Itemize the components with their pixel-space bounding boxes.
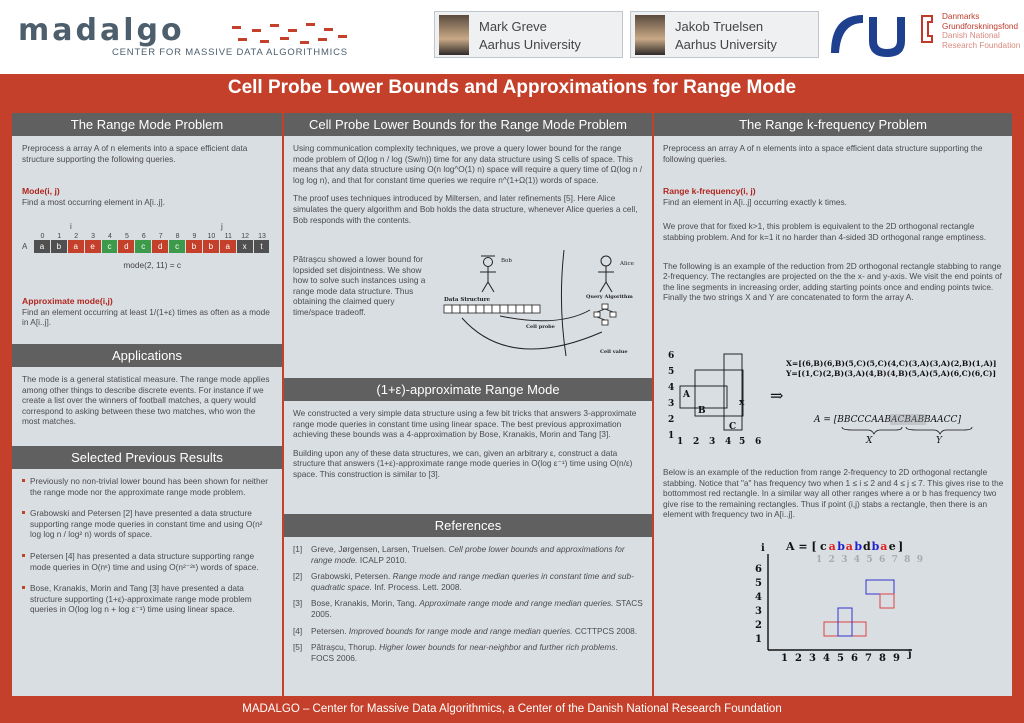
dnrf-line: Grundforskningsfond (942, 21, 1019, 31)
y-brace (906, 427, 972, 434)
memory-cell (516, 305, 524, 313)
query-tree-icon (594, 304, 616, 325)
x-tick: 1 (781, 653, 788, 664)
poster-title: Cell Probe Lower Bounds and Approximations for Range Mode (227, 77, 797, 98)
approx-heading: (1+ε)-approximate Range Mode (284, 378, 652, 401)
mode-description: Find a most occurring element in A[i..j]. (22, 196, 165, 207)
reduction-figure (662, 348, 1007, 448)
array-letter: a (845, 540, 853, 553)
array-index: 10 (207, 233, 216, 240)
memory-cell (532, 305, 540, 313)
memory-cell (484, 305, 492, 313)
logo-dashes-icon (230, 20, 350, 50)
author-name: Mark Greve (479, 19, 547, 34)
array-index-row: 1 2 3 4 5 6 7 8 9 (816, 555, 925, 565)
array-index: 5 (124, 233, 129, 240)
k-frequency-heading: The Range k-frequency Problem (654, 113, 1012, 136)
array-cell: e (85, 240, 102, 253)
rect-label: B (698, 406, 706, 416)
array-index: 3 (91, 233, 96, 240)
k-frequency-section (663, 143, 1003, 311)
array-index: 0 (40, 233, 45, 240)
reduction-paragraph: The following is an example of the reduction from 2D orthogonal rectangle stabbing to range 2-frequency. The rectangles are projected on the the x- and y-axis. We visit the end points of the line segments in increasing order, adding starting points once and ending points twice. Finally the two strings X and Y are concatenated to form the array A. (663, 260, 1002, 303)
reference-item (293, 642, 643, 663)
array-cell: b (51, 240, 68, 253)
approx-mode-description: Find an element occurring at least 1/(1+ε) times as often as a mode in A[i..j]. (22, 306, 270, 328)
array-index: 11 (224, 233, 232, 240)
fig2-x-ticks (781, 653, 900, 664)
x-tick: 2 (693, 437, 700, 447)
reference-item (293, 571, 643, 592)
data-structure-label: Data Structure (444, 297, 491, 303)
array-index: 6 (141, 233, 146, 240)
y-string: Y=[(1,C)(2,B)(3,A)(4,B)(4,B)(5,A)(5,A)(6,C)(6,C)] (786, 369, 997, 378)
rect-label: C (729, 422, 737, 432)
reference-authors: Grabowski, Petersen. (311, 571, 391, 582)
array-cell: b (186, 240, 203, 253)
red-rectangle (824, 622, 866, 636)
j-axis-label: j (908, 649, 912, 660)
memory-cell (508, 305, 516, 313)
mode-label: Mode(i, j) (22, 186, 60, 197)
reference-authors: Petersen. (311, 625, 347, 636)
footer: MADALGO – Center for Massive Data Algorithmics, a Center of the Danish National Research Foundation (0, 696, 1024, 723)
array-cell: d (152, 240, 169, 253)
alice-figure-icon (598, 256, 614, 292)
range-mode-intro: Preprocess a array A of n elements into a space efficient data structure supporting the following queries. (22, 143, 248, 164)
array-index: 7 (158, 233, 163, 240)
reference-number: [1] (293, 544, 303, 554)
divider-line (561, 250, 566, 356)
array-letter: b (837, 540, 845, 553)
array-label: A (22, 242, 28, 251)
array-cell: t (254, 240, 271, 253)
k-frequency-intro: Preprocess an array A of n elements into a space efficient data structure supporting the following queries. (663, 143, 983, 164)
x-tick: 4 (823, 653, 830, 664)
list-item: Previously no non-trivial lower bound has been shown for neither the range mode nor the approximate range mode problem. (22, 476, 274, 497)
x-tick: 7 (865, 653, 872, 664)
y-tick: 3 (755, 606, 762, 617)
reference-item (293, 544, 643, 565)
x-tick: 2 (795, 653, 802, 664)
fig1-y-ticks (668, 351, 674, 441)
reference-title: Approximate range mode and range median queries. (419, 598, 614, 609)
array-cell: d (118, 240, 135, 253)
reference-title: Higher lower bounds for near-neighbor and further rich problems. (379, 642, 618, 653)
bob-figure-icon (480, 256, 496, 292)
query-algorithm-label: Query Algorithm (586, 294, 633, 300)
communication-diagram (440, 244, 650, 360)
dnrf-line: Research Foundation (942, 40, 1021, 50)
array-letter: a (828, 540, 836, 553)
array-index: 13 (258, 233, 266, 240)
x-tick: 1 (677, 437, 684, 447)
reference-title: Improved bounds for range mode and range median queries. (348, 625, 573, 636)
list-item: Petersen [4] has presented a data structure supporting range mode queries in O(nᵋ) time and using O(n²⁻²ᵋ) words of space. (22, 551, 274, 572)
fig2-y-ticks (755, 564, 762, 645)
author-photo (635, 15, 665, 55)
x-tick: 4 (725, 437, 732, 447)
array-cells (34, 240, 270, 253)
lower-bounds-heading: Cell Probe Lower Bounds for the Range Mode Problem (284, 113, 652, 136)
memory-cell (444, 305, 452, 313)
author-card-2 (630, 11, 819, 58)
y-tick: 6 (755, 564, 762, 575)
reference-number: [3] (293, 598, 303, 609)
reference-venue: CCTTPCS 2008. (574, 625, 638, 636)
array-cell: a (68, 240, 85, 253)
array-cell: c (169, 240, 186, 253)
y-tick: 4 (668, 383, 675, 393)
array-cell: c (102, 240, 119, 253)
logo-word: madalgo (18, 13, 185, 48)
references-heading: References (284, 514, 652, 537)
frame-right (1012, 102, 1024, 696)
y-tick: 6 (668, 351, 675, 361)
dnrf-line: Danmarks (942, 12, 980, 21)
array-letter: d (863, 540, 871, 553)
x-string: X=[(6,B)(6,B)(5,C)(5,C)(4,C)(3,A)(3,A)(2,B)(1,A)] (786, 359, 997, 368)
reference-venue: STACS 2005. (311, 598, 643, 619)
reference-venue: FOCS 2006. (311, 652, 358, 663)
reference-item (293, 626, 643, 637)
range-mode-section (22, 143, 276, 215)
y-tick: 2 (755, 620, 762, 631)
applications-heading: Applications (12, 344, 282, 367)
array-suffix: ] (898, 540, 904, 553)
y-tick: 2 (668, 415, 675, 425)
memory-cell (476, 305, 484, 313)
memory-cell (452, 305, 460, 313)
y-tick: 5 (668, 367, 675, 377)
cell-probe-label: Cell probe (526, 324, 555, 330)
reverse-reduction-paragraph: Below is an example of the reduction from range 2-frequency to 2D orthogonal rectangle stabbing. Notice that "a" has frequency two when 1 ≤ i ≤ 2 and 4 ≤ j ≤ 7. This gives rise to the bottommost red rectangle. In a similar way all other ranges where a or b has frequency two give rise to the remaining rectangles. Thus if point (i,j) stabs a rectangle, then there is an element with frequency two in A[i..j]. (663, 467, 1004, 520)
array-letters (820, 540, 896, 553)
previous-results-list (22, 476, 274, 626)
array-index: 1 (57, 233, 62, 240)
top-frame (0, 102, 1024, 113)
mode-example: mode(2, 11) = c (123, 260, 182, 270)
madalgo-logo (18, 13, 348, 64)
red-rectangle (880, 594, 894, 608)
reference-venue: Inf. Process. Lett. 2008. (374, 581, 462, 592)
array-letter: b (871, 540, 880, 553)
approx-paragraph: We constructed a very simple data structure using a few bit tricks that answers 3-approximate range mode queries in constant time using linear space. The best previous approximation achieving these bounds was a 4-approximation by Bose, Kranakis, Morin and Tang [3]. (293, 408, 637, 440)
reference-venue: ICALP 2010. (359, 554, 407, 565)
k-frequency-description: Find an element in A[i..j] occurring exactly k times. (663, 196, 847, 207)
array-cell: x (237, 240, 254, 253)
array-equation: A = [BBCCCAABACBABBAACC] (814, 415, 961, 425)
reference-number: [4] (293, 625, 303, 636)
reference-item (293, 598, 643, 619)
y-brace-label: Y (936, 436, 942, 446)
array-prefix: A = [ (786, 540, 817, 553)
x-tick: 8 (879, 653, 886, 664)
y-tick: 3 (668, 399, 675, 409)
array-index: 9 (192, 233, 197, 240)
array-letter: b (854, 540, 863, 553)
x-tick: 6 (755, 437, 762, 447)
x-tick: 9 (893, 653, 900, 664)
reference-authors: Greve, Jørgensen, Larsen, Truelsen. (311, 544, 447, 554)
memory-cell (524, 305, 532, 313)
author-photo (439, 15, 469, 55)
title-bar (0, 74, 1024, 102)
x-tick: 3 (709, 437, 716, 447)
alice-label: Alice (620, 261, 634, 267)
dnrf-logo (920, 12, 1020, 60)
dnrf-line: Danish National (942, 31, 1000, 41)
array-index-row (34, 233, 270, 240)
approx-mode-section (22, 296, 276, 336)
y-tick: 1 (755, 634, 762, 645)
approx-text (293, 408, 643, 488)
approx-mode-label: Approximate mode(i,j) (22, 296, 113, 306)
array-cell: b (203, 240, 220, 253)
reference-number: [5] (293, 642, 303, 653)
fig2-rectangles (824, 580, 894, 636)
reference-authors: Bose, Kranakis, Morin, Tang. (311, 598, 417, 609)
rect-label: A (683, 390, 690, 400)
x-brace (842, 427, 902, 434)
data-structure-cells (444, 305, 540, 313)
author-affiliation: Aarhus University (479, 37, 581, 52)
array-letter: a (880, 540, 888, 553)
reference-title: Range mode and range median queries in constant time and sub-quadratic space. (311, 571, 634, 592)
logo-subtitle: CENTER FOR MASSIVE DATA ALGORITHMICS (112, 47, 348, 58)
aarhus-university-logo (829, 13, 913, 57)
array-letter: e (888, 540, 896, 553)
author-affiliation: Aarhus University (675, 37, 777, 52)
author-name: Jakob Truelsen (675, 19, 764, 34)
array-cell: a (220, 240, 237, 253)
dnrf-mark-icon (920, 14, 934, 44)
applications-text: The mode is a general statistical measure. The range mode applies among other things to describe discrete events. For instance if we create a list over the winners of football matches, a query would correspond to asking between these two matches, who won the most matches. (22, 374, 270, 427)
lower-bounds-paragraph: The proof uses techniques introduced by Miltersen, and later refinements [5]. Here Alice simulates the query algorithm and Bob holds the data structure, whenever Alice queries a cell, Bob responds with the contents. (293, 193, 638, 225)
array-letter: c (820, 540, 827, 553)
y-tick: 5 (755, 578, 762, 589)
range-mode-heading: The Range Mode Problem (12, 113, 282, 136)
i-marker: i (70, 222, 72, 231)
blue-rectangle (866, 580, 894, 594)
column-divider (652, 102, 654, 696)
frame-left (0, 102, 12, 696)
array-index: 12 (241, 233, 250, 240)
y-tick: 4 (755, 592, 762, 603)
memory-cell (500, 305, 508, 313)
approx-paragraph: Building upon any of these data structures, we can, given an arbitrary ε, construct a data structure that answers (1+ε)-approximate range mode queries in O(log ε⁻¹) time using O(n/ε) space. This construction is similar to [3]. (293, 447, 633, 479)
stabbing-figure (744, 534, 934, 664)
fig1-x-ticks (677, 437, 761, 447)
memory-cell (492, 305, 500, 313)
memory-cell (468, 305, 476, 313)
highlight-range (890, 414, 926, 425)
cell-value-arrow (462, 318, 602, 349)
array-index: 4 (108, 233, 112, 240)
reference-authors: Pătraşcu, Thorup. (311, 642, 377, 653)
lower-bounds-paragraph: Using communication complexity techniques, we prove a query lower bound for the range mode problem of Ω(log n / log (Sw/n)) time for any data structure using S cells of space. This means that any data structure using O(n log^O(1) n) space will require a query time of Ω(log n / log log n), and that for constant time queries we require n^(1+Ω(1)) words of space. (293, 143, 643, 185)
y-tick: 1 (668, 431, 675, 441)
array-cell: c (135, 240, 152, 253)
reference-title: Cell probe lower bounds and approximations for range mode. (311, 544, 625, 565)
k-frequency-hardness: We prove that for fixed k>1, this problem is equivalent to the 2D orthogonal rectangle stabbing problem. And for k=1 it no harder than 4-sided 3D orthogonal range emptiness. (663, 221, 987, 242)
k-frequency-label: Range k-frequency(i, j) (663, 186, 756, 197)
reference-number: [2] (293, 571, 303, 582)
x-tick: 3 (809, 653, 816, 664)
previous-results-heading: Selected Previous Results (12, 446, 282, 469)
implies-arrow-icon: ⇒ (770, 386, 784, 405)
x-tick: 5 (837, 653, 844, 664)
array-cell: a (34, 240, 51, 253)
list-item: Bose, Kranakis, Morin and Tang [3] have presented a data structure supporting (1+ε)-approximate range mode problem queries in O(log log n + log ε⁻¹) time using linear space. (22, 583, 274, 615)
memory-cell (460, 305, 468, 313)
list-item: Grabowski and Petersen [2] have presented a data structure supporting range mode queries in constant time and using O(n² log log n / log² n) words of space. (22, 508, 274, 540)
cell-value-label: Cell value (600, 349, 628, 355)
array-example (22, 222, 270, 270)
bob-label: Bob (501, 258, 512, 264)
x-brace-label: X (866, 436, 873, 446)
x-tick: 5 (739, 437, 746, 447)
j-marker: j (221, 222, 223, 231)
array-index: 2 (74, 233, 79, 240)
i-axis-label: i (761, 543, 765, 554)
stab-point: x (739, 398, 745, 408)
references-list (293, 544, 643, 669)
lopsided-paragraph: Pătraşcu showed a lower bound for lopsided set disjointness. We show how to solve such instances using a range mode data structure. Thus obtaining the claimed query time/space tradeoff. (293, 254, 426, 317)
x-tick: 6 (851, 653, 858, 664)
author-card-1 (434, 11, 623, 58)
lower-bounds-text (293, 143, 643, 233)
array-index: 8 (175, 233, 180, 240)
